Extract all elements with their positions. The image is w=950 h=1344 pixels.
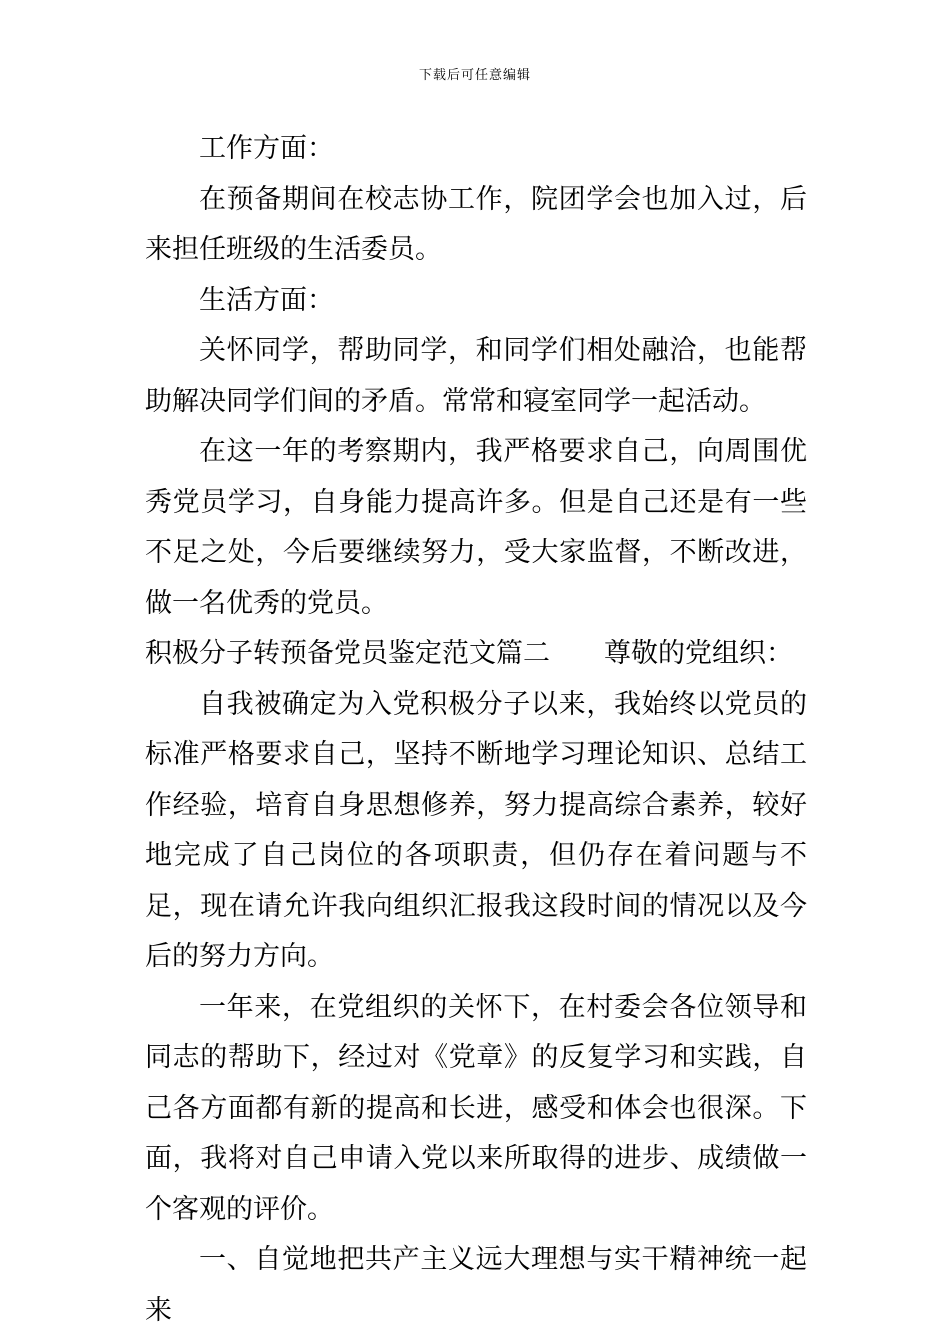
section-heading-work: 工作方面： bbox=[199, 133, 334, 164]
article-title-line bbox=[145, 629, 807, 680]
paragraph-life: 关怀同学，帮助同学，和同学们相处融洽，也能帮助解决同学们间的矛盾。常常和寝室同学一起活动。 bbox=[145, 335, 807, 417]
article-title: 积极分子转预备党员鉴定范文篇二 bbox=[145, 638, 550, 669]
paragraph-intro: 自我被确定为入党积极分子以来，我始终以党员的标准严格要求自己，坚持不断地学习理论知识、总结工作经验，培育自身思想修养，努力提高综合素养，较好地完成了自己岗位的各项职责，但仍存在着问题与不足，现在请允许我向组织汇报我这段时间的情况以及今后的努力方向。 bbox=[145, 688, 807, 972]
paragraph-work: 在预备期间在校志协工作，院团学会也加入过，后来担任班级的生活委员。 bbox=[145, 183, 807, 265]
salutation: 尊敬的党组织： bbox=[604, 638, 793, 669]
document-body bbox=[145, 124, 807, 1336]
paragraph-summary: 在这一年的考察期内，我严格要求自己，向周围优秀党员学习，自身能力提高许多。但是自己还是有一些不足之处，今后要继续努力，受大家监督，不断改进，做一名优秀的党员。 bbox=[145, 436, 807, 619]
section-heading-life: 生活方面： bbox=[199, 284, 334, 316]
paragraph-point-one: 一、自觉地把共产主义远大理想与实干精神统一起来 bbox=[145, 1244, 807, 1326]
paragraph-year-review: 一年来，在党组织的关怀下，在村委会各位领导和同志的帮助下，经过对《党章》的反复学习和实践，自己各方面都有新的提高和长进，感受和体会也很深。下面，我将对自己申请入党以来所取得的进步、成绩做一个客观的评价。 bbox=[145, 991, 807, 1225]
page-header: 下载后可任意编辑 bbox=[418, 68, 531, 83]
